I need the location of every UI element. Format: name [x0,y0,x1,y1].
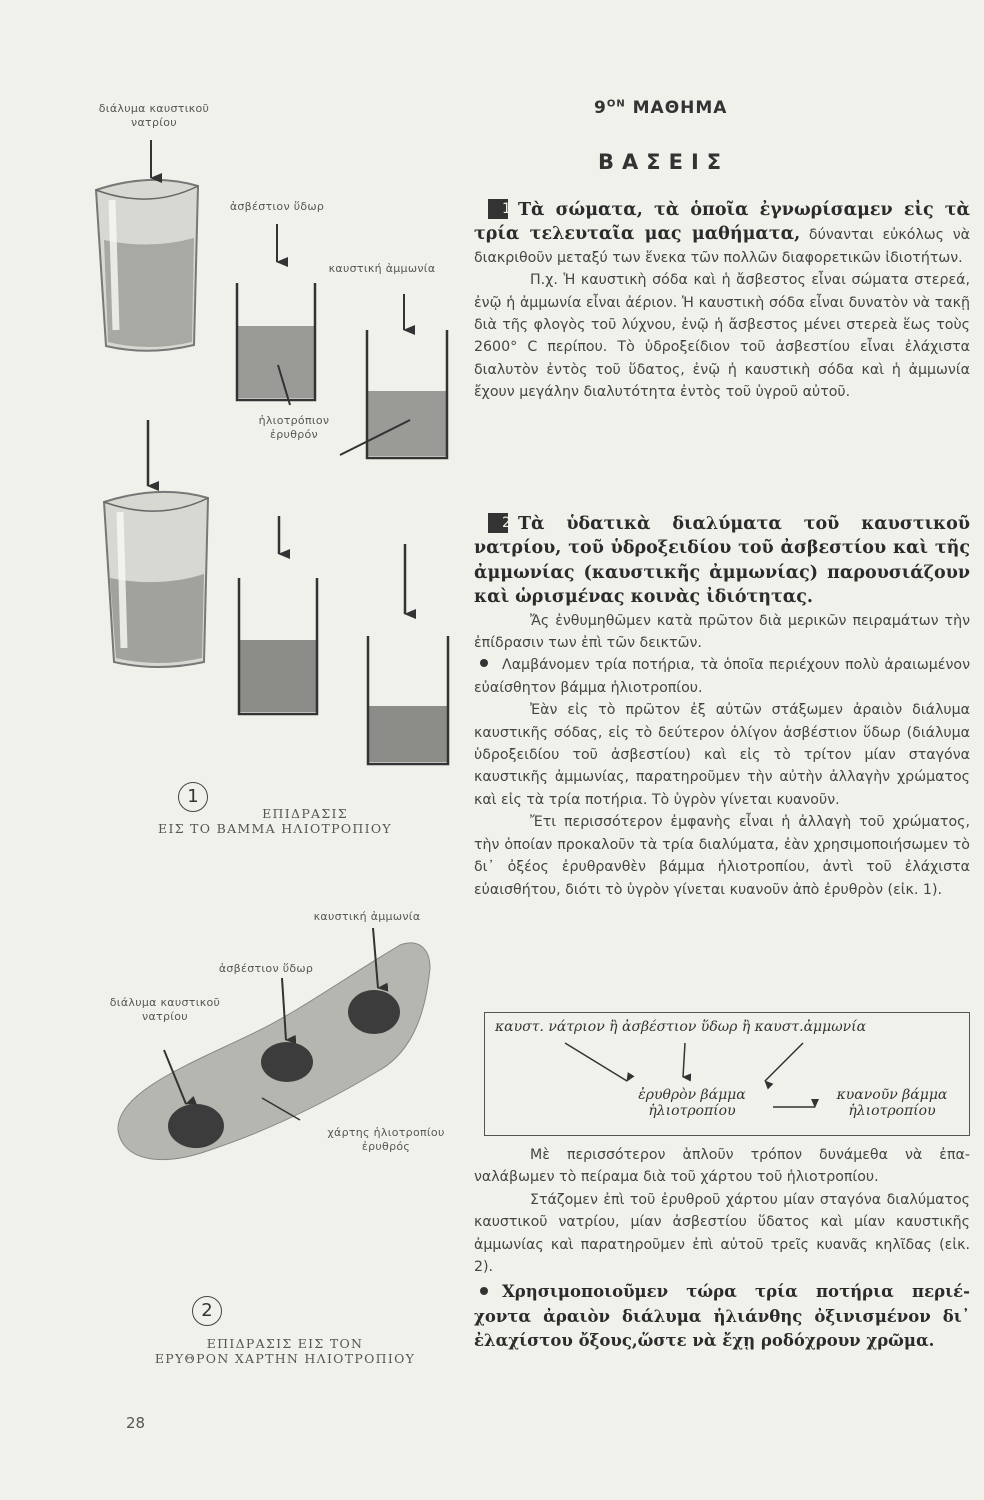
bullet-icon [480,659,488,667]
fig2-label-sodium: διάλυμα καυστικοῦ νατρίου [109,996,221,1023]
scheme-red-litmus: ἐρυθρὸν βάμμα ἡλιοτροπίου [638,1087,746,1119]
section-2-lead: 2 Τὰ ὑδατικὰ διαλύματα τοῦ καυστικοῦ νατρίου, τοῦ ὑδροξειδίου τοῦ ἀσβεστίου καὶ τῆς ἀμμωνίας (καυστικῆς ἀμμωνίας) παρουσιάζουν καὶ ὡρισμένας κοινὰς ἰδιότητας. [474,514,970,608]
section-2-paragraph-4: Ἔτι περισσότερον ἐμφανὴς εἶναι ἡ ἀλλαγὴ τοῦ χρώματος, τὴν ὁποίαν προκαλοῦν τὰ τρία διαλύματα, ἐὰν χρησιμοποιήσωμεν τὸ δι᾽ ὀξέος ἐρυθρανθὲν βάμμα ἡλιοτροπίου, ἀντὶ τοῦ ἐλάχιστα εὐαισθήτου, διότι τὸ ὑγρὸν γίνεται κυανοῦν ἀπὸ ἐρυθρὸν (εἰκ. 1). [474,814,970,898]
label-ammonia: καυστική ἀμμωνία [328,262,436,275]
section-3 [474,1144,970,1354]
spot-ammonia [348,990,400,1034]
spot-sodium [168,1104,224,1148]
section-2-paragraph-1: Ἄς ἐνθυμηθῶμεν κατὰ πρῶτον διὰ μερικῶν πειραμάτων τὴν ἐπίδρασιν των ἐπὶ τῶν δεικτῶν. [474,612,970,652]
figure-2-drawing [0,0,470,1300]
spot-lime-water [261,1042,313,1082]
lesson-heading: $9^{ON}$ ΜΑΘΗΜΑ [594,98,728,118]
figure-1-number: 1 [178,782,208,812]
section-1 [474,198,970,404]
label-sodium-solution: διάλυμα καυστικοῦ νατρίου [98,102,210,129]
section-1-number: 1 [488,199,508,219]
section-3-paragraph-2: Στάζομεν ἐπὶ τοῦ ἐρυθροῦ χάρτου μίαν σταγόνα διαλύματος καυστικοῦ νατρίου, μίαν ἀσβεστίου ὕδατος καὶ μίαν καυστικῆς ἀμμωνίας καὶ παρατηροῦμεν ἐπὶ αὐτοῦ τρεῖς κυανᾶς κηλῖδας (εἰκ. 2). [474,1191,970,1276]
label-lime-water: ἀσβέστιον ὕδωρ [229,200,325,213]
fig2-label-lime-water: ἀσβέστιον ὕδωρ [218,962,314,975]
section-3-paragraph-1: Μὲ περισσότερον ἁπλοῦν τρόπον δυνάμεθα νὰ ἐπαναλάβωμεν τὸ πείραμα διὰ τοῦ χάρτου τοῦ ἡλιοτροπίου. [474,1147,970,1186]
section-2 [474,512,970,901]
section-1-paragraph: Π.χ. Ἡ καυστικὴ σόδα καὶ ἡ ἄσβεστος εἶναι σώματα στερεά, ἐνῷ ἡ ἀμμωνία εἶναι ἀέριον. Ἡ καυστικὴ σόδα εἶναι δυνατὸν νὰ τακῇ διὰ τῆς φλογὸς τοῦ λύχνου, ἐνῷ ἡ ἄσβεστος μένει στερεὰ ἕως τοὺς 2600° C περίπου. Τὸ ὑδροξείδιον τοῦ ἀσβεστίου εἶναι ἐλάχιστα διαλυτὸν ἐντὸς τοῦ ὕδατος, ἐνῷ ἡ καυστικὴ σόδα καὶ ἡ ἀμμωνία ἔχουν μεγάλην διαλυτότητα ἐντὸς τοῦ ὑγροῦ αὐτοῦ. [474,272,970,401]
section-2-paragraph-2: Λαμβάνομεν τρία ποτήρια, τὰ ὁποῖα περιέχουν πολὺ ἀραιωμένον εὐαίσθητον βάμμα ἡλιοτροπίου. [474,657,970,696]
fig2-label-ammonia: καυστική ἀμμωνία [313,910,421,923]
bullet-icon [480,1287,488,1295]
fig2-label-litmus-paper: χάρτης ἡλιοτροπίου ἐρυθρός [327,1126,445,1153]
chapter-title: ΒΑΣΕΙΣ [598,150,730,174]
section-3-bold-bullet: Χρησιμοποιοῦμεν τώρα τρία ποτήρια περιέχοντα ἀραιὸν διάλυμα ἡλιάνθης ὀξινισμένον δι᾽ ἐλαχίστου ὄξους,ὥστε νὰ ἔχῃ ροδόχρουν χρῶμα. [474,1282,970,1351]
section-1-lead: 1 Τὰ σώματα, τὰ ὁποῖα ἐγνωρίσαμεν εἰς τὰ τρία τελευταῖα μας μαθήματα, δύνανται εὐκόλως νὰ διακριθοῦν μεταξύ των ἕνεκα τῶν πολλῶν διαφορετικῶν ἰδιοτήτων. [474,200,970,266]
figure-1-caption: ΕΠΙΔΡΑΣΙΣ ΕΙΣ ΤΟ ΒΑΜΜΑ ΗΛΙΟΤΡΟΠΙΟΥ [158,806,392,836]
scheme-blue-litmus: κυανοῦν βάμμα ἡλιοτροπίου [836,1087,948,1119]
label-litmus-red: ἡλιοτρόπιον ἐρυθρόν [258,414,330,441]
section-2-paragraph-3: Ἐὰν εἰς τὸ πρῶτον ἐξ αὐτῶν στάξωμεν ἀραιὸν διάλυμα καυστικῆς σόδας, εἰς τὸ δεύτερον ὀλίγον ἀσβέστιον ὕδωρ (διάλυμα ὑδροξειδίου τοῦ ἀσβεστίου) καὶ εἰς τὸ τρίτον μίαν σταγόνα καυστικῆς ἀμμωνίας, παρατηροῦμεν τὴν αὐτὴν ἀλλαγὴν χρώματος καὶ εἰς τὰ τρία ποτήρια. Τὸ ὑγρὸν γίνεται κυανοῦν. [474,702,970,808]
figure-2-caption: ΕΠΙΔΡΑΣΙΣ ΕΙΣ ΤΟΝ ΕΡΥΘΡΟΝ ΧΑΡΤΗΝ ΗΛΙΟΤΡΟΠΙΟΥ [154,1336,416,1366]
reaction-scheme [484,1012,970,1136]
page-number: 28 [126,1414,146,1432]
scheme-reagents: καυστ. νάτριον ἢ ἀσβέστιον ὕδωρ ἢ καυστ.ἀμμωνία [495,1019,867,1035]
section-2-number: 2 [488,513,508,533]
figure-2-number: 2 [192,1296,222,1326]
